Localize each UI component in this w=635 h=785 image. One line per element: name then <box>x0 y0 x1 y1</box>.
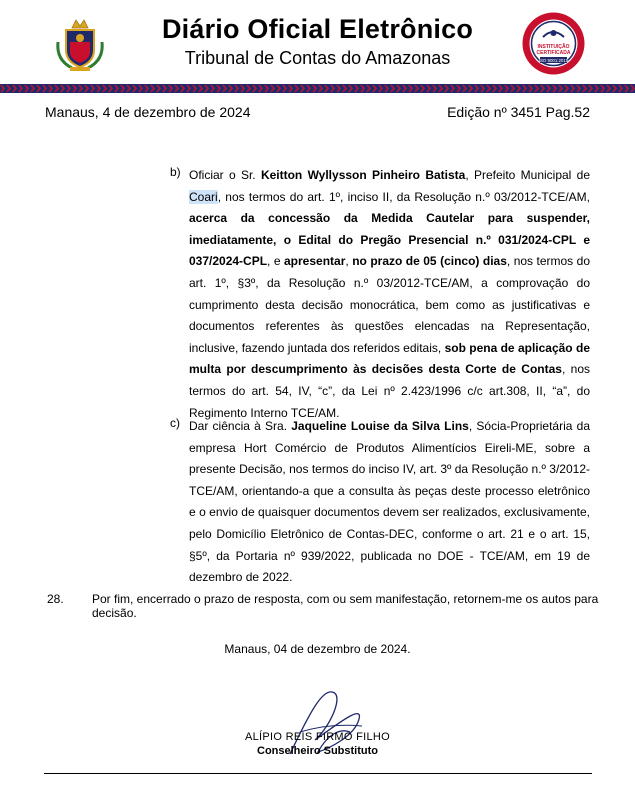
dateline: Manaus, 4 de dezembro de 2024 <box>45 104 251 120</box>
page-subtitle: Tribunal de Contas do Amazonas <box>184 48 451 68</box>
svg-text:CERTIFICADA: CERTIFICADA <box>536 50 571 56</box>
signer-role: Conselheiro Substituto <box>257 745 378 757</box>
item-28-number: 28. <box>47 592 64 606</box>
item-b-paragraph <box>189 165 590 424</box>
text-run: , nos termos do art. 1º, inciso II, da Resolução n.º 03/2012-TCE/AM, <box>217 189 590 204</box>
header-decorative-band <box>0 80 635 89</box>
page-title: Diário Oficial Eletrônico <box>161 14 474 44</box>
bold-run: apresentar <box>284 254 346 269</box>
bold-run: acerca da concessão da Medida Cautelar para suspender, imediatamente, o Edital do Pregão Presencial n.º 031/2024-CPL e 037/2024-CPL <box>189 211 590 269</box>
text-run: Dar ciência à Sra. <box>189 419 292 433</box>
text-run: , nos termos do art. 1º, §3º, da Resolução n.º 03/2012-TCE/AM, a comprovação do cumprimento desta decisão monocrática, bem como as justificativas e documentos referentes às questões elencadas na Representação, inclusive, fazendo juntada dos referidos editais, <box>189 254 590 355</box>
person-name: Keitton Wyllysson Pinheiro Batista <box>260 168 466 182</box>
footer-divider <box>44 773 592 774</box>
text-run: , nos termos do art. 54, IV, “c”, da Lei nº 2.423/1996 c/c art.308, II, “a”, do Regimento Interno TCE/AM. <box>189 362 591 420</box>
svg-text:INSTITUIÇÃO: INSTITUIÇÃO <box>537 44 570 50</box>
text-run: , <box>345 254 353 269</box>
text-run: , e <box>267 254 284 269</box>
item-c-paragraph <box>189 416 590 589</box>
bold-run: no prazo de 05 (cinco) dias <box>352 254 507 269</box>
bold-run: sob pena de aplicação de multa por descumprimento às decisões desta Corte de Contas <box>189 340 590 377</box>
text-run: Oficiar o Sr. <box>189 168 261 182</box>
text-run: , Prefeito Municipal de <box>465 168 590 182</box>
item-b-marker: b) <box>170 165 181 179</box>
closing-place-date: Manaus, 04 de dezembro de 2024. <box>224 642 411 656</box>
item-c-marker: c) <box>170 416 180 430</box>
signer-name: ALÍPIO REIS FIRMO FILHO <box>244 731 391 743</box>
iso-certification-seal-icon <box>521 11 586 76</box>
text-run: , Sócia-Proprietária da empresa Hort Comércio de Produtos Alimentícios Eireli-ME, sobre a presente Decisão, nos termos do inciso IV, art. 3º da Resolução n.º 3/2012-TCE/AM, orientando-a que a consulta às peças deste processo eletrônico e o envio de quaisquer documentos devem ser realizados, exclusivamente, pelo Domicílio Eletrônico de Contas-DEC, conforme o art. 21 e o art. 15, §5º, da Portaria nº 939/2022, publicada no DOE - TCE/AM, em 19 de dezembro de 2022. <box>189 419 590 585</box>
svg-text:ISO 9001:2015: ISO 9001:2015 <box>538 58 569 63</box>
person-name: Jaqueline Louise da Silva Lins <box>291 419 469 433</box>
item-28-text: Por fim, encerrado o prazo de resposta, com ou sem manifestação, retornem-me os autos para decisão. <box>92 592 599 620</box>
highlighted-city: Coari <box>189 189 218 204</box>
edition-number: Edição nº 3451 Pag.52 <box>447 104 590 120</box>
